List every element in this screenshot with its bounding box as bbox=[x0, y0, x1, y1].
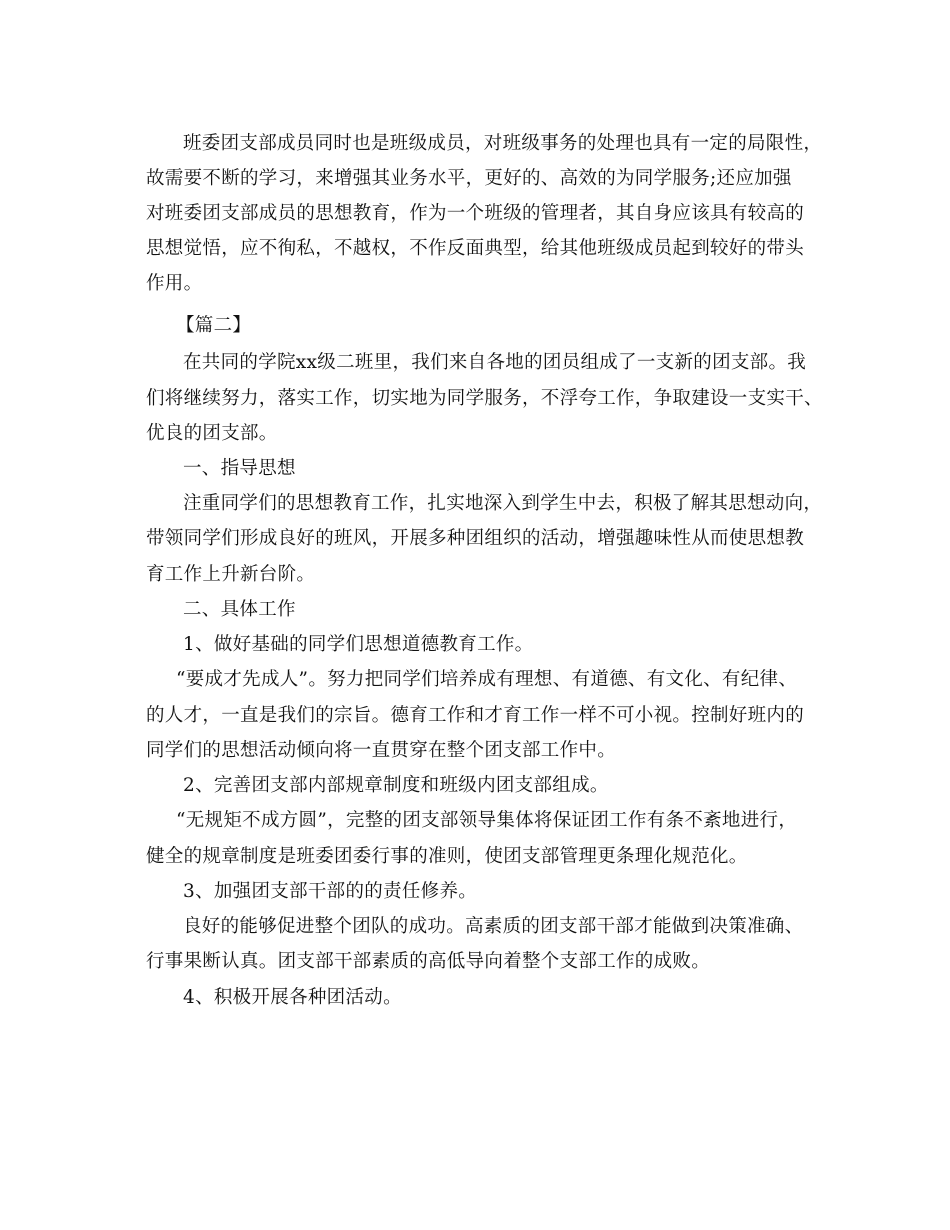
paragraph-line: “要成才先成人”。努力把同学们培养成有理想、有道德、有文化、有纪律、 bbox=[176, 669, 798, 690]
paragraph-line: 育工作上升新台阶。 bbox=[146, 564, 316, 585]
paragraph-line: 同学们的思想活动倾向将一直贯穿在整个团支部工作中。 bbox=[146, 740, 617, 761]
section-heading: 【篇二】 bbox=[176, 315, 252, 336]
paragraph-line: 作用。 bbox=[146, 273, 203, 294]
paragraph-line: 带领同学们形成良好的班风，开展多种团组织的活动，增强趣味性从而使思想教 bbox=[146, 528, 805, 549]
paragraph-line: 在共同的学院xx级二班里，我们来自各地的团员组成了一支新的团支部。我 bbox=[183, 352, 807, 373]
paragraph-line: 的人才，一直是我们的宗旨。德育工作和才育工作一样不可小视。控制好班内的 bbox=[146, 705, 805, 726]
paragraph-line: 行事果断认真。团支部干部素质的高低导向着整个支部工作的成败。 bbox=[146, 951, 711, 972]
list-item: 4、积极开展各种团活动。 bbox=[183, 987, 402, 1008]
paragraph-line: 良好的能够促进整个团队的成功。高素质的团支部干部才能做到决策准确、 bbox=[183, 916, 804, 937]
paragraph-line: 对班委团支部成员的思想教育，作为一个班级的管理者，其自身应该具有较高的 bbox=[146, 203, 805, 224]
paragraph-line: “无规矩不成方圆”，完整的团支部领导集体将保证团工作有条不紊地进行， bbox=[176, 810, 798, 831]
subheading: 一、指导思想 bbox=[183, 458, 296, 479]
paragraph-line: 故需要不断的学习，来增强其业务水平，更好的、高效的为同学服务;还应加强 bbox=[146, 168, 792, 189]
paragraph-line: 注重同学们的思想教育工作，扎实地深入到学生中去，积极了解其思想动向， bbox=[183, 493, 823, 514]
paragraph-line: 们将继续努力，落实工作，切实地为同学服务，不浮夸工作，争取建设一支实干、 bbox=[146, 388, 823, 409]
paragraph-line: 优良的团支部。 bbox=[146, 423, 278, 444]
subheading: 二、具体工作 bbox=[183, 599, 296, 620]
paragraph-line: 班委团支部成员同时也是班级成员，对班级事务的处理也具有一定的局限性， bbox=[183, 133, 823, 154]
list-item: 2、完善团支部内部规章制度和班级内团支部组成。 bbox=[183, 775, 609, 796]
paragraph-line: 思想觉悟，应不徇私，不越权，不作反面典型，给其他班级成员起到较好的带头 bbox=[146, 238, 805, 259]
list-item: 3、加强团支部干部的的责任修养。 bbox=[183, 881, 478, 902]
paragraph-line: 健全的规章制度是班委团委行事的准则，使团支部管理更条理化规范化。 bbox=[146, 846, 748, 867]
list-item: 1、做好基础的同学们思想道德教育工作。 bbox=[183, 634, 534, 655]
